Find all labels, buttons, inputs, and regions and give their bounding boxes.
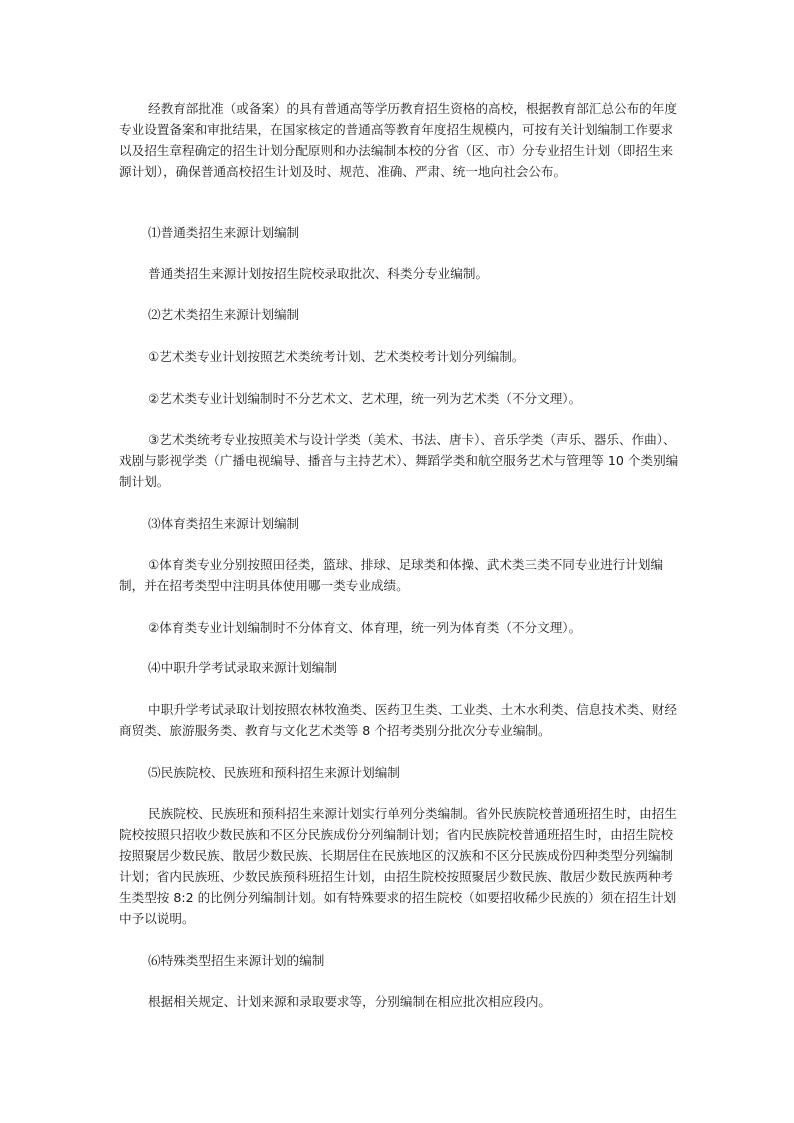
section-4-heading: ⑷中职升学考试录取来源计划编制 bbox=[148, 660, 337, 675]
section-5-body: 民族院校、民族班和预科招生来源计划实行单列分类编制。省外民族院校普通班招生时，由招生院校按照只招收少数民族和不区分民族成份分列编制计划；省内民族院校普通班招生时，由招生院校按照聚居少数民族、散居少数民族、长期居住在民族地区的汉族和不区分民族成份四种类型分列编制计划；省内民族班、少数民族预科班招生计划，由招生院校按照聚居少数民族、散居少数民族两种考生类型按 8:2 的比例分列编制计划。如有特殊要求的招生院校（如要招收稀少民族的）须在招生计划中予以说明。 bbox=[119, 806, 677, 926]
section-6-body: 根据相关规定、计划来源和录取要求等，分别编制在相应批次相应段内。 bbox=[148, 994, 551, 1009]
section-2-heading: ⑵艺术类招生来源计划编制 bbox=[148, 307, 300, 322]
section-2-item-2: ②艺术类专业计划编制时不分艺术文、艺术理，统一列为艺术类（不分文理）。 bbox=[148, 391, 582, 406]
section-3-item-1: ①体育类专业分别按照田径类，篮球、排球、足球类和体操、武术类三类不同专业进行计划编制，并在招考类型中注明具体使用哪一类专业成绩。 bbox=[119, 557, 664, 593]
section-4-body: 中职升学考试录取计划按照农林牧渔类、医药卫生类、工业类、土木水利类、信息技术类、财经商贸类、旅游服务类、教育与文化艺术类等 8 个招考类别分批次分专业编制。 bbox=[119, 702, 677, 738]
section-3-heading: ⑶体育类招生来源计划编制 bbox=[148, 516, 300, 531]
intro-paragraph: 经教育部批准（或备案）的具有普通高等学历教育招生资格的高校，根据教育部汇总公布的年度专业设置备案和审批结果，在国家核定的普通高等教育年度招生规模内，可按有关计划编制工作要求以及招生章程确定的招生计划分配原则和办法编制本校的分省（区、市）分专业招生计划（即招生来源计划），确保普通高校招生计划及时、规范、准确、严肃、统一地向社会公布。 bbox=[119, 101, 677, 179]
section-2-item-3: ③艺术类统考专业按照美术与设计学类（美术、书法、唐卡）、音乐学类（声乐、器乐、作曲）、戏剧与影视学类（广播电视编导、播音与主持艺术）、舞蹈学类和航空服务艺术与管理等 10 个类别编制计划。 bbox=[119, 432, 679, 489]
section-3-item-2: ②体育类专业计划编制时不分体育文、体育理，统一列为体育类（不分文理）。 bbox=[148, 620, 582, 635]
section-2-item-1: ①艺术类专业计划按照艺术类统考计划、艺术类校考计划分列编制。 bbox=[148, 349, 525, 364]
section-5-heading: ⑸民族院校、民族班和预科招生来源计划编制 bbox=[148, 765, 400, 780]
section-1-heading: ⑴普通类招生来源计划编制 bbox=[148, 225, 300, 240]
section-1-body: 普通类招生来源计划按招生院校录取批次、科类分专业编制。 bbox=[148, 266, 489, 281]
section-6-heading: ⑹特殊类型招生来源计划的编制 bbox=[148, 953, 325, 968]
